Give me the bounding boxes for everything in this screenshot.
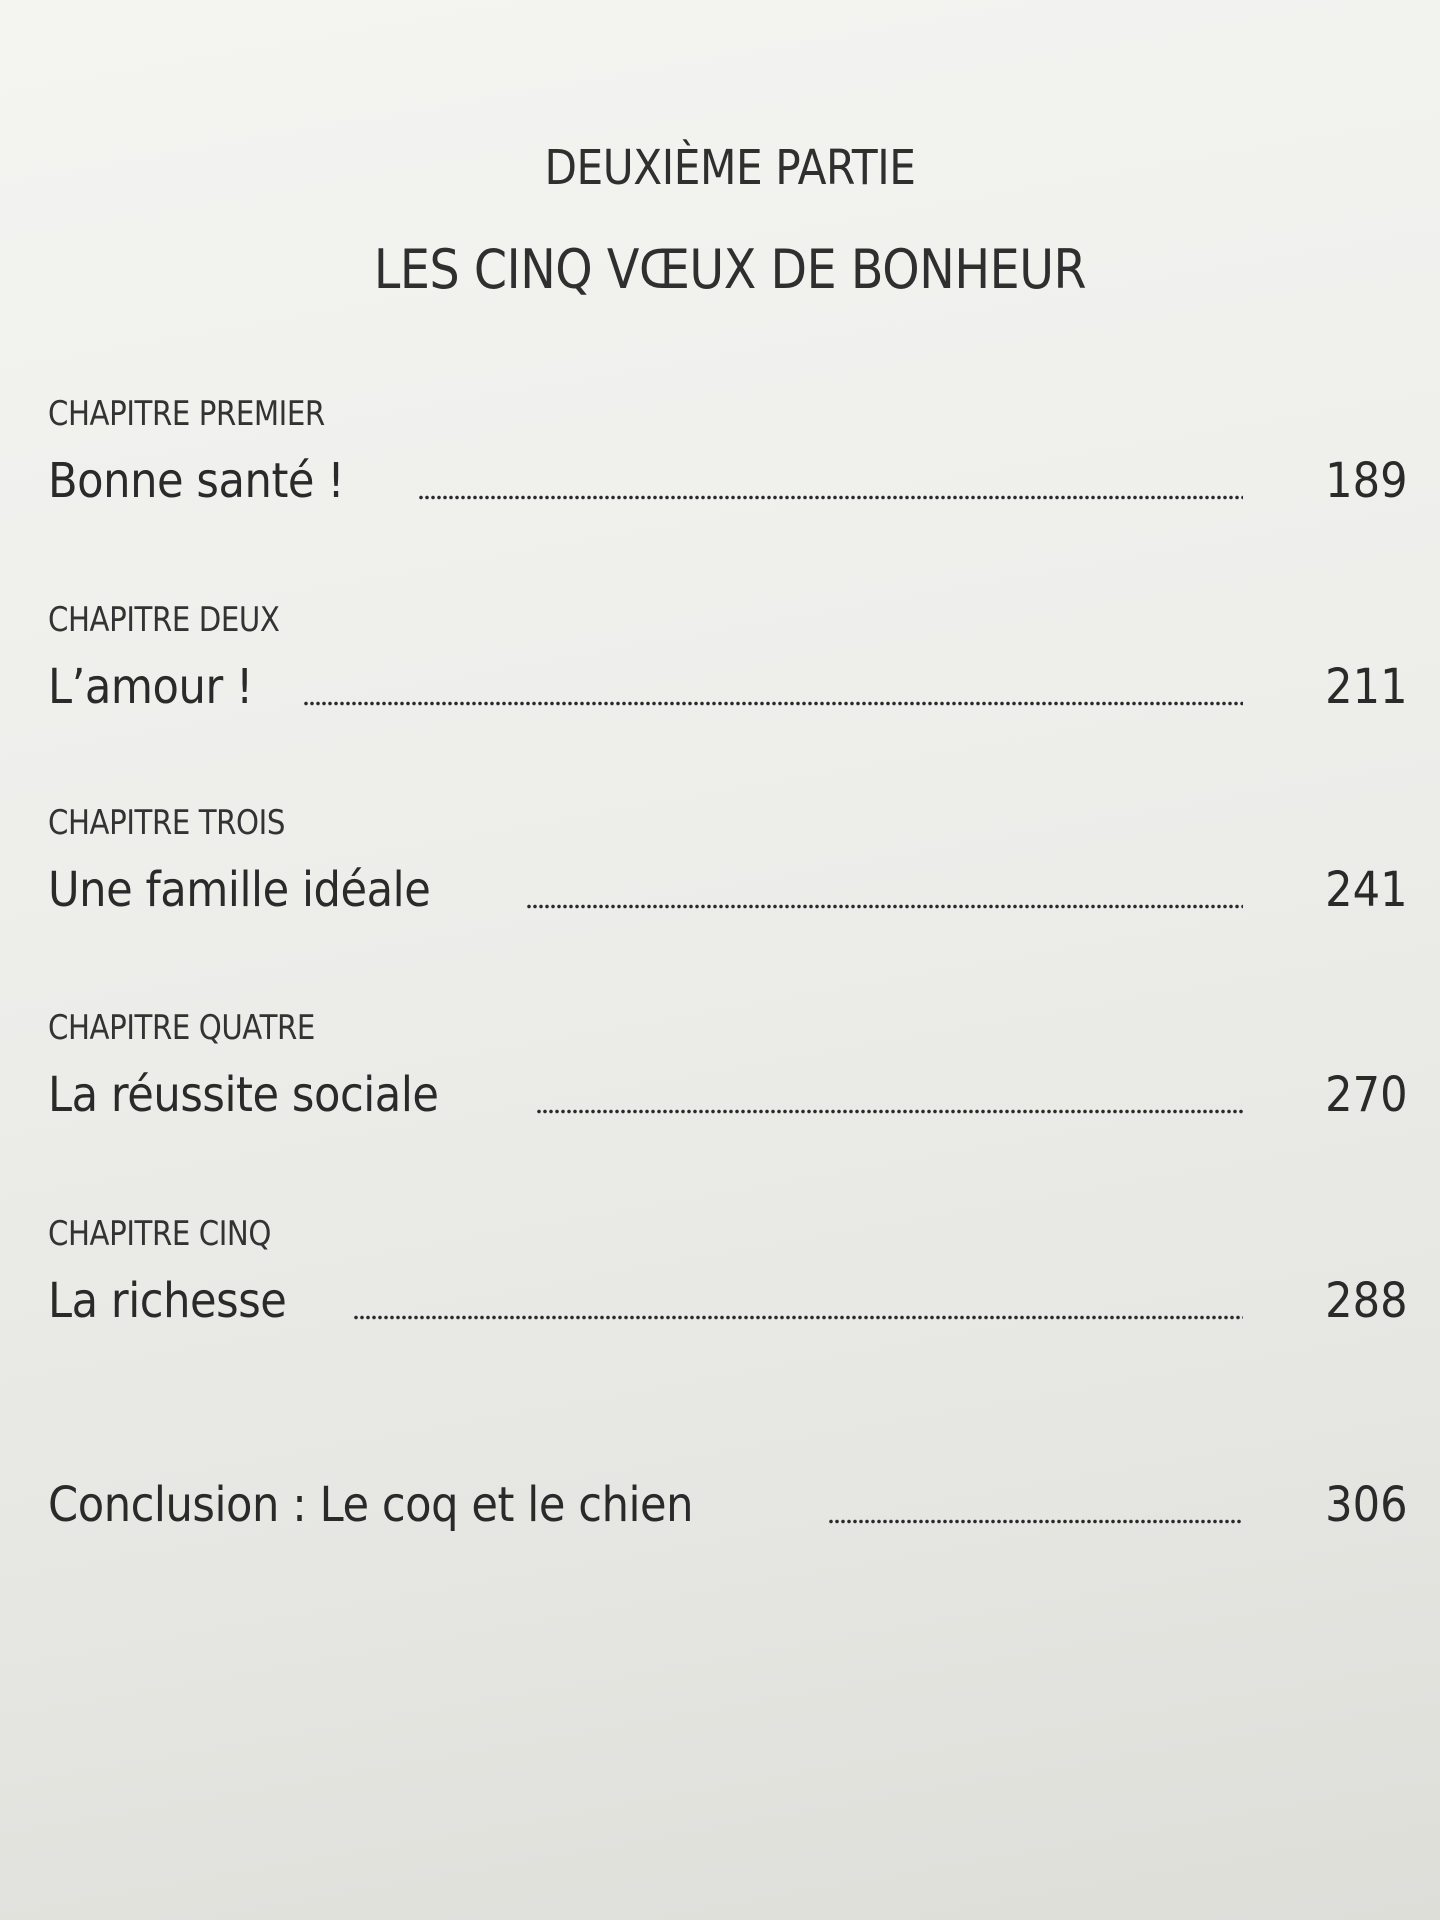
toc-conclusion xyxy=(48,1472,1408,1538)
toc-entry xyxy=(48,1212,1408,1334)
entry-line xyxy=(48,448,1408,514)
chapter-label: CHAPITRE DEUX xyxy=(48,600,280,640)
entry-line xyxy=(48,1268,1408,1334)
dot-leader xyxy=(418,495,1243,500)
entry-line xyxy=(48,857,1408,923)
part-title: LES CINQ VŒUX DE BONHEUR xyxy=(373,238,1087,301)
toc-entry xyxy=(48,392,1408,514)
dot-leader xyxy=(526,904,1243,909)
conclusion-title: Conclusion : Le coq et le chien xyxy=(48,1477,694,1533)
dot-leader xyxy=(353,1315,1243,1320)
dot-leader xyxy=(828,1519,1243,1524)
entry-title: La richesse xyxy=(48,1273,287,1329)
page-number: 288 xyxy=(1325,1273,1408,1329)
page-number: 241 xyxy=(1325,862,1408,918)
toc-entry xyxy=(48,801,1408,923)
chapter-label: CHAPITRE TROIS xyxy=(48,803,285,843)
chapter-label: CHAPITRE QUATRE xyxy=(48,1008,315,1048)
chapter-label: CHAPITRE PREMIER xyxy=(48,394,325,434)
toc-entry xyxy=(48,598,1408,720)
chapter-label: CHAPITRE CINQ xyxy=(48,1214,271,1254)
dot-leader xyxy=(536,1109,1243,1114)
entry-line xyxy=(48,654,1408,720)
page-number: 189 xyxy=(1325,453,1408,509)
entry-title: Bonne santé ! xyxy=(48,453,345,509)
entry-title: L’amour ! xyxy=(48,659,253,715)
entry-title: La réussite sociale xyxy=(48,1067,439,1123)
toc-entry xyxy=(48,1006,1408,1128)
entry-line xyxy=(48,1472,1408,1538)
page-number: 270 xyxy=(1325,1067,1408,1123)
entry-line xyxy=(48,1062,1408,1128)
page-number: 211 xyxy=(1325,659,1408,715)
entry-title: Une famille idéale xyxy=(48,862,431,918)
dot-leader xyxy=(303,701,1243,706)
page-number: 306 xyxy=(1325,1477,1408,1533)
part-label: DEUXIÈME PARTIE xyxy=(544,140,916,196)
